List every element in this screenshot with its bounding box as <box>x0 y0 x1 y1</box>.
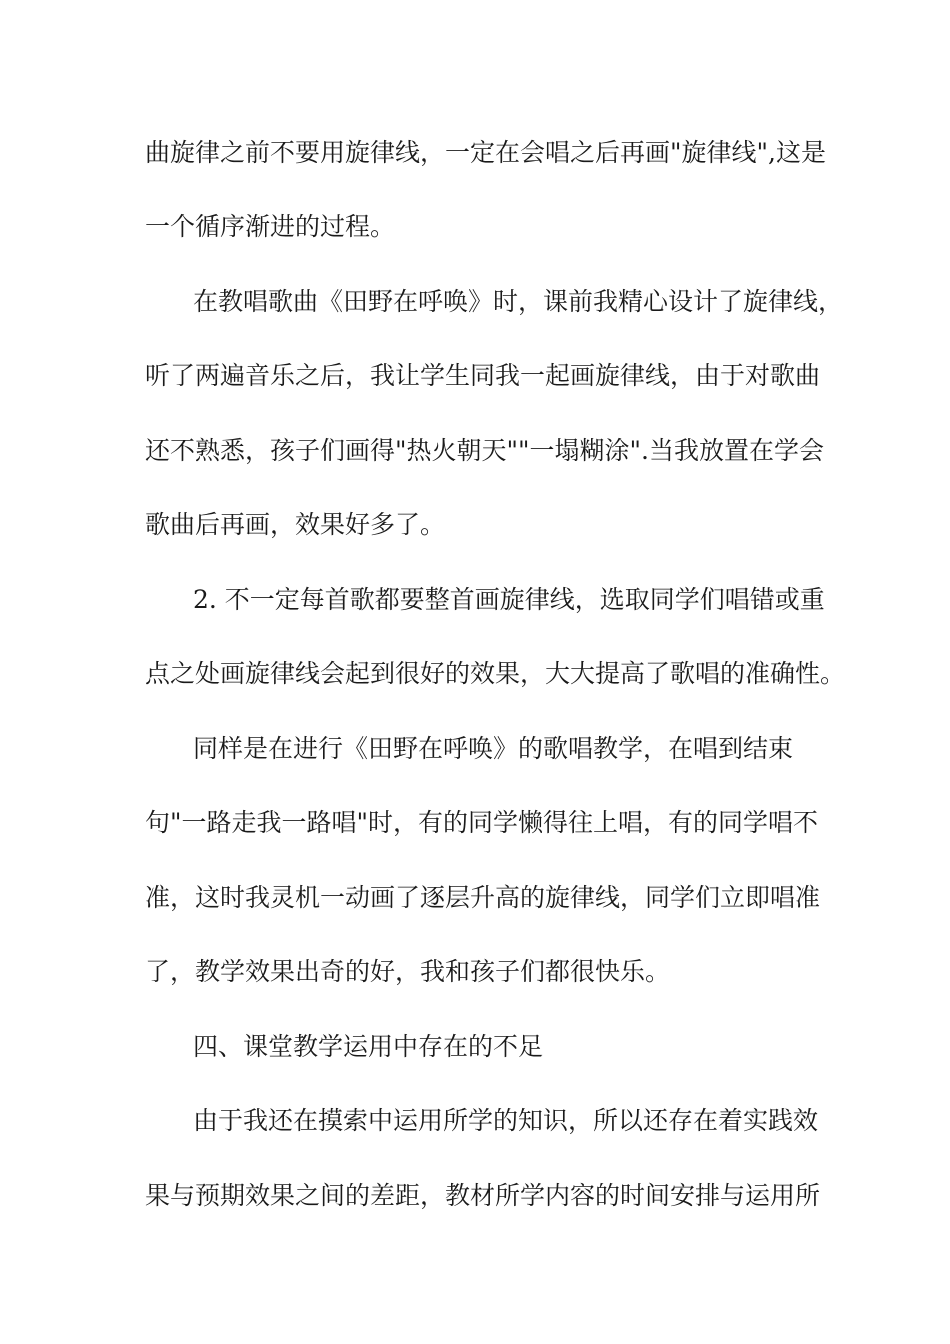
text-line: 曲旋律之前不要用旋律线，一定在会唱之后再画"旋律线",这是 <box>145 138 826 167</box>
text-line: 听了两遍音乐之后，我让学生同我一起画旋律线，由于对歌曲 <box>145 361 821 390</box>
section-heading: 四、课堂教学运用中存在的不足 <box>193 1032 544 1061</box>
paragraph-start-line: 由于我还在摸索中运用所学的知识，所以还存在着实践效 <box>193 1106 819 1135</box>
text-line: 了，教学效果出奇的好，我和孩子们都很快乐。 <box>145 957 671 986</box>
text-line: 歌曲后再画，效果好多了。 <box>145 510 446 539</box>
text-line: 一个循序渐进的过程。 <box>145 212 396 241</box>
text-line: 点之处画旋律线会起到很好的效果，大大提高了歌唱的准确性。 <box>145 659 846 688</box>
list-item-line: 2. 不一定每首歌都要整首画旋律线，选取同学们唱错或重 <box>193 585 825 614</box>
paragraph-start-line: 同样是在进行《田野在呼唤》的歌唱教学，在唱到结束 <box>193 734 794 763</box>
paragraph-start-line: 在教唱歌曲《田野在呼唤》时，课前我精心设计了旋律线， <box>193 287 844 316</box>
text-line: 果与预期效果之间的差距，教材所学内容的时间安排与运用所 <box>145 1181 821 1210</box>
text-line: 还不熟悉，孩子们画得"热火朝天""一塌糊涂".当我放置在学会 <box>145 436 824 465</box>
text-line: 句"一路走我一路唱"时，有的同学懒得往上唱，有的同学唱不 <box>145 808 819 837</box>
text-line: 准，这时我灵机一动画了逐层升高的旋律线，同学们立即唱准 <box>145 883 821 912</box>
